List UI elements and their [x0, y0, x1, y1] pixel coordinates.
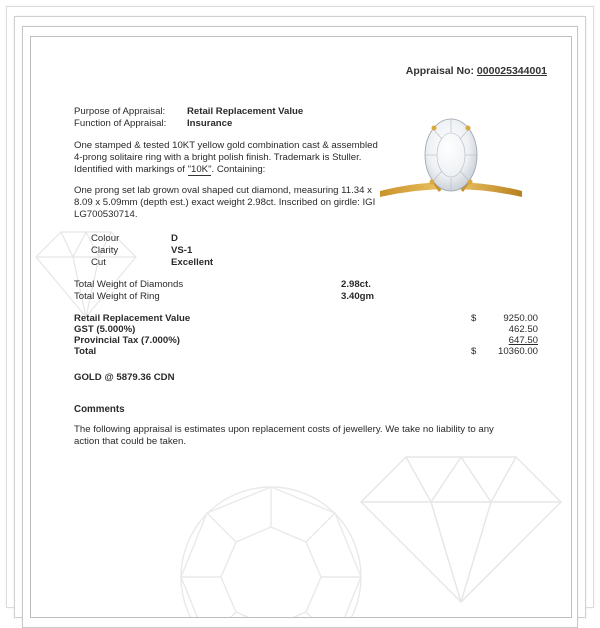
purpose-value: Retail Replacement Value [187, 106, 304, 117]
function-label: Function of Appraisal: [74, 118, 167, 129]
solitaire-ring-photo [376, 107, 526, 217]
marking-text: "10K" [187, 164, 212, 175]
purpose-label: Purpose of Appraisal: [74, 106, 166, 117]
diamond-round-watermark-icon [171, 477, 371, 618]
comments-body: The following appraisal is estimates upon replacement costs of jewellery. We take no liability to any action that could be taken. [74, 424, 494, 447]
diamond-description: One prong set lab grown oval shaped cut diamond, measuring 11.34 x 8.09 x 5.09mm (depth est.) exact weight 2.98ct. Inscribed on girdle: IGI LG700530714. [74, 185, 376, 220]
appraisal-number-label: Appraisal No: [405, 65, 474, 77]
diamond-side-watermark-icon [351, 447, 571, 607]
gold-price: GOLD @ 5879.36 CDN [74, 372, 175, 383]
appraisal-document: Appraisal No: 000025344001 Purpose of Appraisal: Retail Replacement Value Function of Appraisal: Insurance One stamped & tested 10KT yellow gold combination cast & assembled 4-prong solitaire ring with a bright polish finish. Trademark is Stuller. Identified with markings of "10K". Containing: One prong set lab grown oval shaped cut diamond, measuring 11.34 x 8.09 x 5.09mm (depth est.) exact weight 2.98ct. Inscribed on girdle: IGI LG700530714. Colour D Clarity VS-1 Cut Excellent Total Weight of Diamonds 2.98ct. Total Weight of Ring 3.40gm Retail Replacement Value $ 9250.00 GST (5.000%) 462.50 Provincial Tax (7.000%) 647.50 Total $ 10360.00 GOLD @ 5879.36 CDN Comments The following appraisal is estimates upon replacement costs of jewellery. We take no liability to any action that could be taken. [30, 36, 572, 618]
function-value: Insurance [187, 118, 233, 129]
appraisal-number [406, 65, 547, 77]
appraisal-number-value: 000025344001 [476, 65, 547, 77]
diamond-watermark-icon [31, 217, 141, 327]
comments-heading: Comments [74, 404, 125, 415]
ring-description: One stamped & tested 10KT yellow gold combination cast & assembled 4-prong solitaire ring with a bright polish finish. Trademark is Stuller. Identified with markings of "10K". Containing: [74, 140, 378, 175]
